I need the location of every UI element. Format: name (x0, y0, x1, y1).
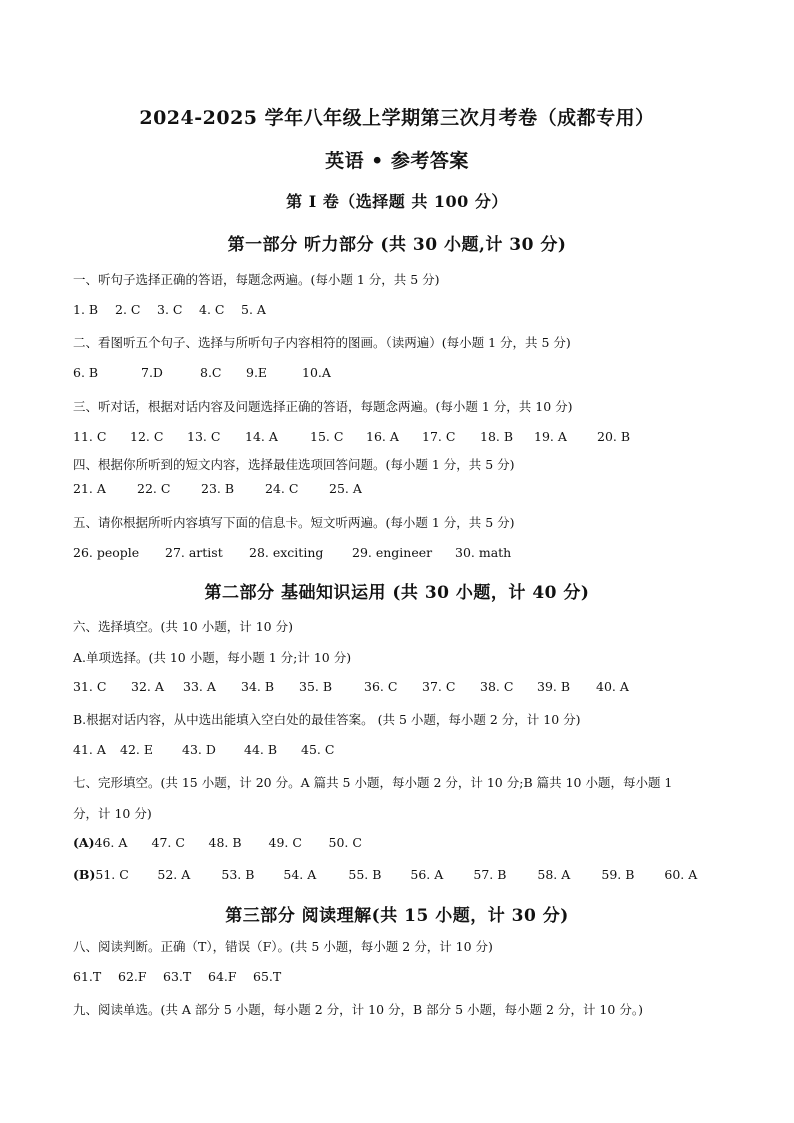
answer: 29. engineer (352, 545, 433, 560)
answer: 51. C (95, 867, 129, 882)
answer: 49. C (268, 835, 302, 850)
answer: 46. A (94, 835, 128, 850)
answer: 6. B (73, 365, 99, 380)
answer: 13. C (187, 429, 221, 444)
answer: 14. A (245, 429, 278, 444)
answer: 40. A (596, 679, 629, 694)
sec9-instruction: 九、阅读单选。(共 A 部分 5 小题，每小题 2 分，计 10 分，B 部分 5 小题，每小题 2 分，计 10 分。) (73, 1002, 643, 1017)
answer: 54. A (283, 867, 317, 882)
part3-heading: 第三部分 阅读理解(共 15 小题，计 30 分) (225, 906, 569, 926)
answer: 11. C (73, 429, 107, 444)
answer: 47. C (151, 835, 185, 850)
answer: 28. exciting (249, 545, 324, 560)
answer: 30. math (455, 545, 512, 560)
answer: 61.T (73, 969, 102, 984)
answer: 59. B (601, 867, 635, 882)
answer: 1. B (73, 302, 99, 317)
answer: 44. B (244, 742, 278, 757)
answer: 31. C (73, 679, 107, 694)
answer: 3. C (157, 302, 183, 317)
answer: 64.F (208, 969, 237, 984)
sec6-instruction: 六、选择填空。(共 10 小题，计 10 分) (73, 619, 293, 634)
answer: 45. C (301, 742, 335, 757)
answer: 41. A (73, 742, 106, 757)
sec5-answers (73, 545, 511, 560)
answer: 53. B (221, 867, 255, 882)
answer: 5. A (241, 302, 266, 317)
sec7-instruction-line2: 分，计 10 分) (73, 806, 152, 821)
answer: 36. C (364, 679, 398, 694)
answer: 60. A (664, 867, 698, 882)
answer: 24. C (265, 481, 299, 496)
answer: 17. C (422, 429, 456, 444)
sec2-answers (73, 365, 331, 380)
answer: 8.C (200, 365, 222, 380)
answer: 43. D (182, 742, 216, 757)
sec1-answers (73, 302, 266, 317)
exam-subtitle: 英语 • 参考答案 (325, 150, 469, 172)
volume-heading: 第 I 卷（选择题 共 100 分） (286, 192, 508, 211)
answer: 56. A (410, 867, 444, 882)
answer: 19. A (534, 429, 567, 444)
sec5-instruction: 五、请你根据所听内容填写下面的信息卡。短文听两遍。(每小题 1 分，共 5 分) (73, 515, 515, 530)
sec7a-answers (73, 835, 362, 850)
sec8-answers (73, 969, 281, 984)
answer: 4. C (199, 302, 225, 317)
sec4-instruction: 四、根据你所听到的短文内容，选择最佳选项回答问题。(每小题 1 分，共 5 分) (73, 457, 515, 472)
answer: 25. A (329, 481, 362, 496)
answer: 10.A (302, 365, 331, 380)
answer: 37. C (422, 679, 456, 694)
answer: 38. C (480, 679, 514, 694)
answer: 33. A (183, 679, 216, 694)
part1-heading: 第一部分 听力部分 (共 30 小题,计 30 分) (227, 235, 567, 255)
answer: 62.F (118, 969, 147, 984)
answer: 57. B (473, 867, 507, 882)
answer: 12. C (130, 429, 164, 444)
answer: 23. B (201, 481, 235, 496)
sec1-instruction: 一、听句子选择正确的答语，每题念两遍。(每小题 1 分，共 5 分) (73, 272, 440, 287)
sec3-answers (73, 429, 630, 444)
answer: 65.T (253, 969, 282, 984)
answer: 26. people (73, 545, 140, 560)
answer: 21. A (73, 481, 106, 496)
answer: 50. C (328, 835, 362, 850)
sec6b-instruction: B.根据对话内容，从中选出能填入空白处的最佳答案。 (共 5 小题，每小题 2 分，计 10 分) (73, 712, 581, 727)
section-a-prefix: (A) (73, 835, 95, 850)
sec7b-answers (73, 867, 697, 882)
answer: 35. B (299, 679, 333, 694)
sec8-instruction: 八、阅读判断。正确（T），错误（F）。(共 5 小题，每小题 2 分，计 10 分) (73, 939, 493, 954)
answer: 18. B (480, 429, 514, 444)
answer: 39. B (537, 679, 571, 694)
answer: 7.D (141, 365, 163, 380)
answer: 16. A (366, 429, 399, 444)
sec6a-instruction: A.单项选择。(共 10 小题，每小题 1 分;计 10 分) (73, 650, 352, 665)
answer: 20. B (597, 429, 631, 444)
sec6b-answers (73, 742, 334, 757)
answer: 42. E (120, 742, 153, 757)
answer: 32. A (131, 679, 164, 694)
sec6a-answers (73, 679, 629, 694)
answer: 52. A (157, 867, 191, 882)
answer: 2. C (115, 302, 141, 317)
answer: 55. B (348, 867, 382, 882)
sec4-answers (73, 481, 362, 496)
answer: 27. artist (165, 545, 223, 560)
answer: 34. B (241, 679, 275, 694)
sec2-instruction: 二、看图听五个句子、选择与所听句子内容相符的图画。（读两遍）(每小题 1 分，共 5 分) (73, 335, 571, 350)
answer: 15. C (310, 429, 344, 444)
sec3-instruction: 三、听对话，根据对话内容及问题选择正确的答语，每题念两遍。(每小题 1 分，共 10 分) (73, 399, 573, 414)
sec7-instruction-line1: 七、完形填空。(共 15 小题，计 20 分。A 篇共 5 小题，每小题 2 分，计 10 分;B 篇共 10 小题，每小题 1 (73, 775, 673, 790)
section-b-prefix: (B) (73, 867, 96, 882)
part2-heading: 第二部分 基础知识运用 (共 30 小题，计 40 分) (204, 583, 590, 603)
answer: 63.T (163, 969, 192, 984)
answer: 9.E (246, 365, 268, 380)
answer: 48. B (208, 835, 242, 850)
exam-title: 2024-2025 学年八年级上学期第三次月考卷（成都专用） (139, 107, 655, 129)
answer: 22. C (137, 481, 171, 496)
answer: 58. A (537, 867, 571, 882)
